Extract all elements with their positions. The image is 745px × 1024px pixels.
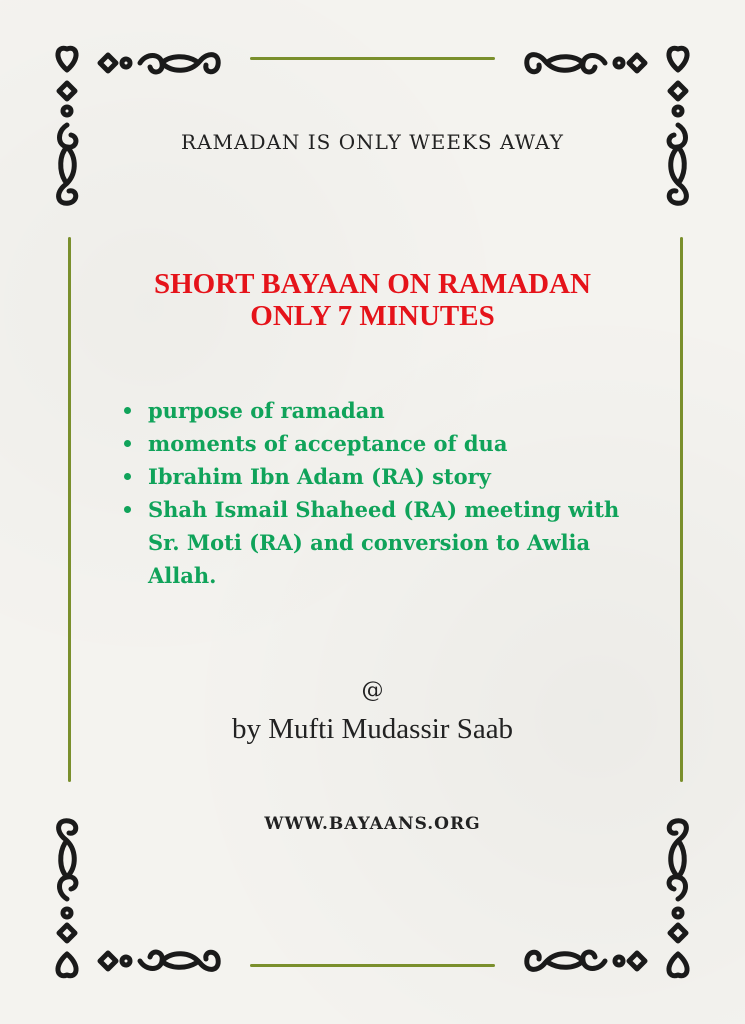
list-item xyxy=(120,427,620,460)
topic-list xyxy=(120,394,620,592)
top-rule xyxy=(250,57,495,60)
title-line-2: ONLY 7 MINUTES xyxy=(250,300,495,332)
bullet-icon xyxy=(124,440,131,447)
bottom-rule xyxy=(250,964,495,967)
topic-text: moments of acceptance of dua xyxy=(148,431,508,456)
bullet-icon xyxy=(124,506,131,513)
topic-text: Shah Ismail Shaheed (RA) meeting with Sr. Moti (RA) and conversion to Awlia Allah. xyxy=(148,497,620,588)
author-line: by Mufti Mudassir Saab xyxy=(231,713,514,745)
flourish-corner-icon xyxy=(485,779,705,999)
bullet-icon xyxy=(124,473,131,480)
topic-text: Ibrahim Ibn Adam (RA) story xyxy=(148,464,491,489)
title-line-1: SHORT BAYAAN ON RAMADAN xyxy=(154,268,591,300)
list-item xyxy=(120,394,620,427)
list-item xyxy=(120,460,620,493)
subtitle: RAMADAN IS ONLY WEEKS AWAY xyxy=(181,130,564,154)
flourish-corner-icon xyxy=(40,779,260,999)
bullet-icon xyxy=(124,407,131,414)
at-symbol: @ xyxy=(361,678,384,703)
page-title xyxy=(60,268,685,332)
topic-text: purpose of ramadan xyxy=(148,398,385,423)
list-item xyxy=(120,493,620,592)
website-link[interactable]: WWW.BAYAANS.ORG xyxy=(264,814,481,834)
